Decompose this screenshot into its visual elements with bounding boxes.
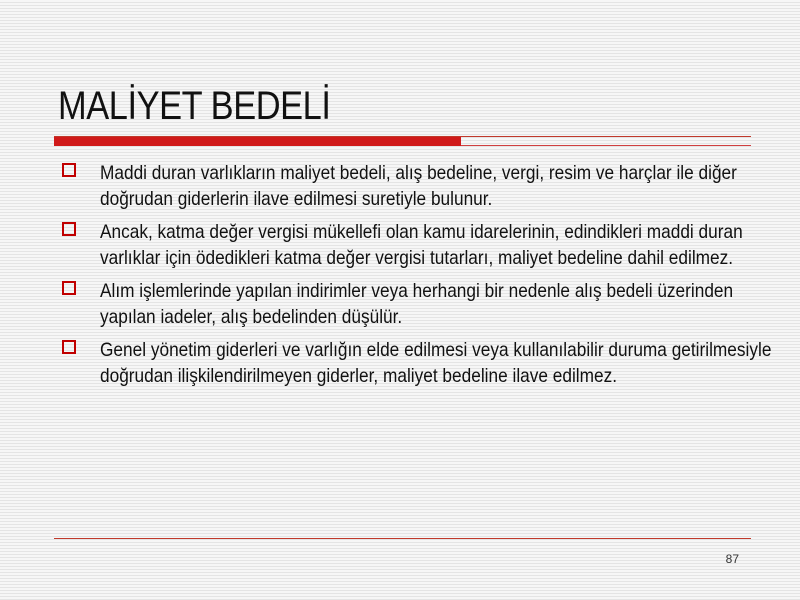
bullet-text: Maddi duran varlıkların maliyet bedeli, alış bedeline, vergi, resim ve harçlar ile diğer doğrudan giderlerin ilave edilmesi suretiyle bulunur. [100, 162, 737, 210]
hollow-square-bullet-icon [62, 281, 76, 295]
footer-divider [54, 538, 751, 539]
bullet-item [60, 278, 772, 330]
hollow-square-bullet-icon [62, 222, 76, 236]
title-divider [54, 136, 751, 150]
bullet-list [60, 160, 772, 396]
bullet-text: Genel yönetim giderleri ve varlığın elde edilmesi veya kullanılabilir duruma getirilmesiyle doğrudan ilişkilendirilmeyen giderler, maliyet bedeline ilave edilmez. [100, 339, 772, 387]
bullet-item [60, 219, 772, 271]
hollow-square-bullet-icon [62, 163, 76, 177]
bullet-item [60, 160, 772, 212]
title-divider-thick-bar [54, 137, 461, 146]
bullet-text: Ancak, katma değer vergisi mükellefi olan kamu idarelerinin, edindikleri maddi duran varlıklar için ödedikleri katma değer vergisi tutarları, maliyet bedeline dahil edilmez. [100, 221, 743, 269]
slide-title: MALİYET BEDELİ [58, 84, 331, 128]
hollow-square-bullet-icon [62, 340, 76, 354]
bullet-item [60, 337, 772, 389]
page-number: 87 [725, 552, 739, 566]
bullet-text: Alım işlemlerinde yapılan indirimler veya herhangi bir nedenle alış bedeli üzerinden yapılan iadeler, alış bedelinden düşülür. [100, 280, 734, 328]
title-divider-underline [461, 145, 751, 146]
